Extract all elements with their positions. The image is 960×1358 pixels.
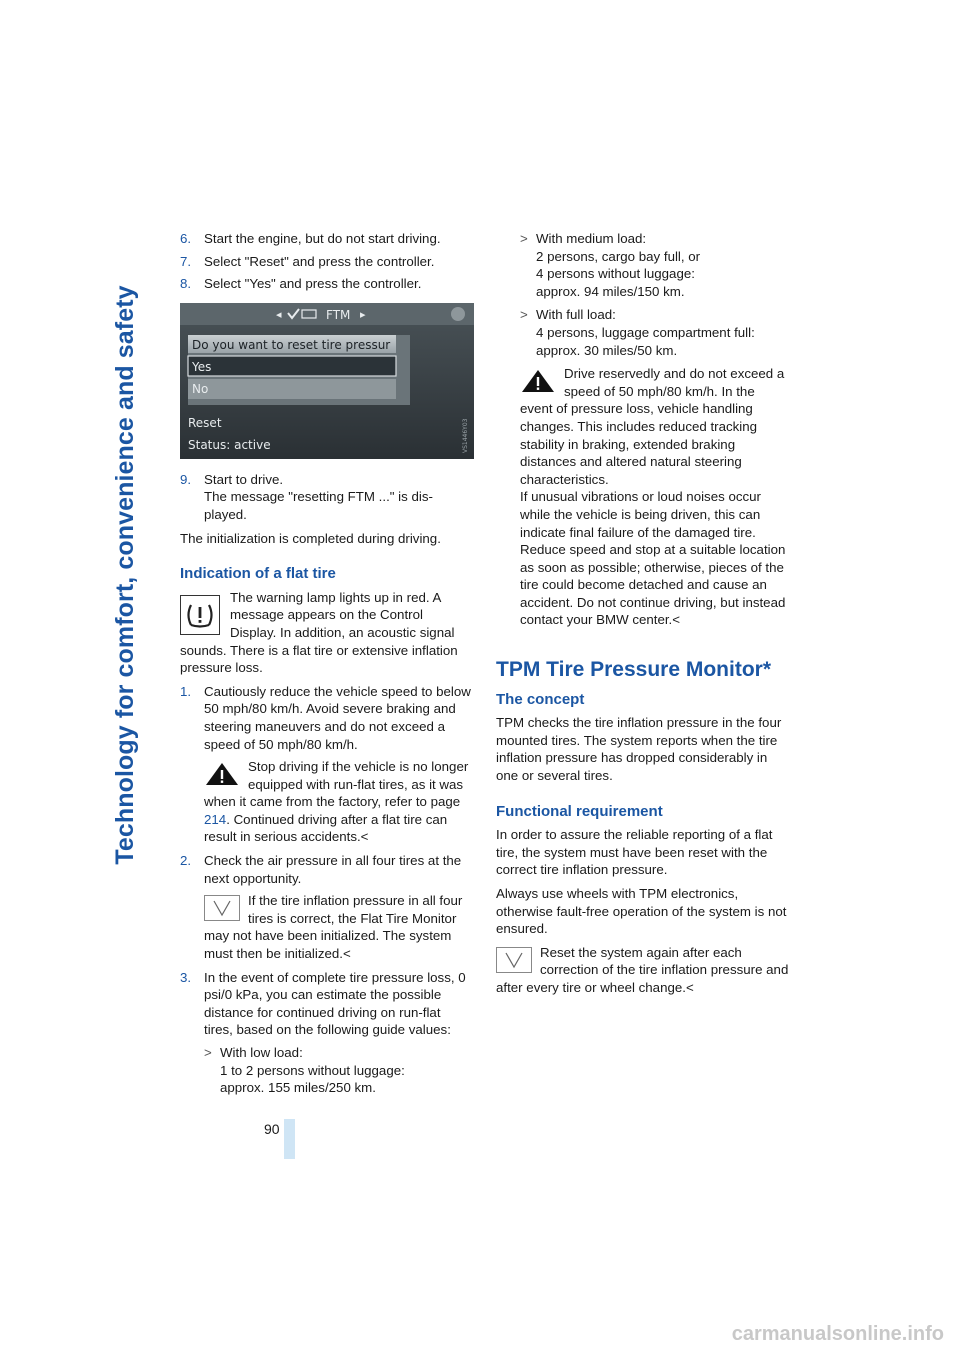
step-8: 8. Select "Yes" and press the controller. bbox=[180, 276, 422, 292]
image-code: VS1446Y03 bbox=[462, 418, 469, 453]
functional-requirement-heading: Functional requirement bbox=[496, 802, 663, 820]
concept-heading: The concept bbox=[496, 690, 585, 708]
warning-drive-reservedly: Drive reservedly and do not exceed a speed of 50 mph/80 km/h. In the event of pressure loss, vehicle handling changes. This includes reduced tracking stability in braking, extended braking distances and altered natural steering characteristics. bbox=[520, 366, 785, 487]
ftm-screen-graphic bbox=[180, 303, 474, 459]
footer-watermark: carmanualsonline.info bbox=[731, 1323, 944, 1345]
warning-triangle-icon bbox=[520, 368, 556, 394]
init-done: The initialization is completed during driving. bbox=[180, 530, 441, 546]
page-number: 90 bbox=[264, 1121, 280, 1137]
step-9: 9. Start to drive. The message "resetting FTM ..." is dis-played. bbox=[180, 471, 433, 522]
side-title: Technology for comfort, convenience and safety bbox=[111, 285, 140, 865]
ftm-screenshot bbox=[180, 303, 474, 459]
tpm-wheels-text: Always use wheels with TPM electronics, otherwise fault-free operation of the system is not ensured. bbox=[496, 886, 787, 937]
step-3: 3. In the event of complete tire pressure loss, 0 psi/0 kPa, you can estimate the possible distance for continued driving on run-flat tires, based on the following guide values: bbox=[180, 969, 466, 1038]
flat-tire-text: The warning lamp lights up in red. A message appears on the Control Display. In addition, an acoustic signal sounds. There is a flat tire or extensive inflation pressure loss. bbox=[180, 589, 458, 676]
warning-vibrations: If unusual vibrations or loud noises occur while the vehicle is being driven, this can indicate final failure of the damaged tire. Reduce speed and stop at a suitable location as soon as possible; otherwise, pieces of the tire could become detached and cause an accident. Do not continue driving, but instead contact your BMW center.< bbox=[520, 489, 786, 628]
step-7: 7. Select "Reset" and press the controller. bbox=[180, 253, 435, 269]
flat-tire-heading: Indication of a flat tire bbox=[180, 565, 336, 583]
low-load: > With low load: 1 to 2 persons without luggage: approx. 155 miles/250 km. bbox=[204, 1045, 405, 1096]
concept-text: TPM checks the tire inflation pressure in the four mounted tires. The system reports when the tire inflation pressure has dropped considerably in one or several tires. bbox=[496, 715, 782, 784]
note-arrow-icon bbox=[204, 895, 240, 921]
ftm-reset-label: Reset bbox=[188, 415, 222, 430]
functional-requirement-text: In order to assure the reliable reporting of a flat tire, the system must have been reset with the correct tire inflation pressure. bbox=[496, 827, 773, 878]
tire-warning-icon bbox=[180, 595, 220, 635]
step-6: 6. Start the engine, but do not start driving. bbox=[180, 231, 441, 246]
full-load: > With full load: 4 persons, luggage compartment full: approx. 30 miles/50 km. bbox=[520, 307, 755, 358]
page-link-214[interactable]: 214 bbox=[204, 811, 227, 827]
medium-load: > With medium load: 2 persons, cargo bay full, or 4 persons without luggage: approx. 94 miles/150 km. bbox=[520, 231, 701, 299]
page-tab-bar bbox=[284, 1119, 295, 1159]
tpm-heading: TPM Tire Pressure Monitor* bbox=[496, 658, 772, 682]
ftm-status: Status: active bbox=[188, 437, 271, 452]
note-reset-system: Reset the system again after each correction of the tire inflation pressure and after every tire or wheel change.< bbox=[496, 944, 789, 995]
note-not-initialized: If the tire inflation pressure in all four tires is correct, the Flat Tire Monitor may not have been initialized. The system must then be initialized.< bbox=[204, 893, 463, 962]
svg-text:◂: ◂ bbox=[276, 307, 282, 321]
warning-triangle-icon bbox=[204, 761, 240, 787]
svg-text:▸: ▸ bbox=[360, 307, 366, 321]
left-column bbox=[180, 230, 472, 1097]
ftm-yes-option[interactable]: Yes bbox=[192, 359, 212, 374]
note-arrow-icon bbox=[496, 947, 532, 973]
ftm-no-option[interactable]: No bbox=[192, 381, 209, 396]
right-column bbox=[496, 230, 790, 997]
ftm-question: Do you want to reset tire pressur bbox=[192, 337, 391, 352]
warning-run-flat: Stop driving if the vehicle is no longer equipped with run-flat tires, as it was when it came from the factory, refer to page 214. Continued driving after a flat tire can result in serious accidents.< bbox=[204, 759, 469, 845]
step-2: 2. Check the air pressure in all four tires at the next opportunity. bbox=[180, 853, 462, 886]
step-1: 1. Cautiously reduce the vehicle speed to below 50 mph/80 km/h. Avoid severe braking and steering maneuvers and do not exceed a speed of 50 mph/80 km/h. bbox=[180, 683, 471, 752]
ftm-title: FTM bbox=[326, 307, 351, 322]
